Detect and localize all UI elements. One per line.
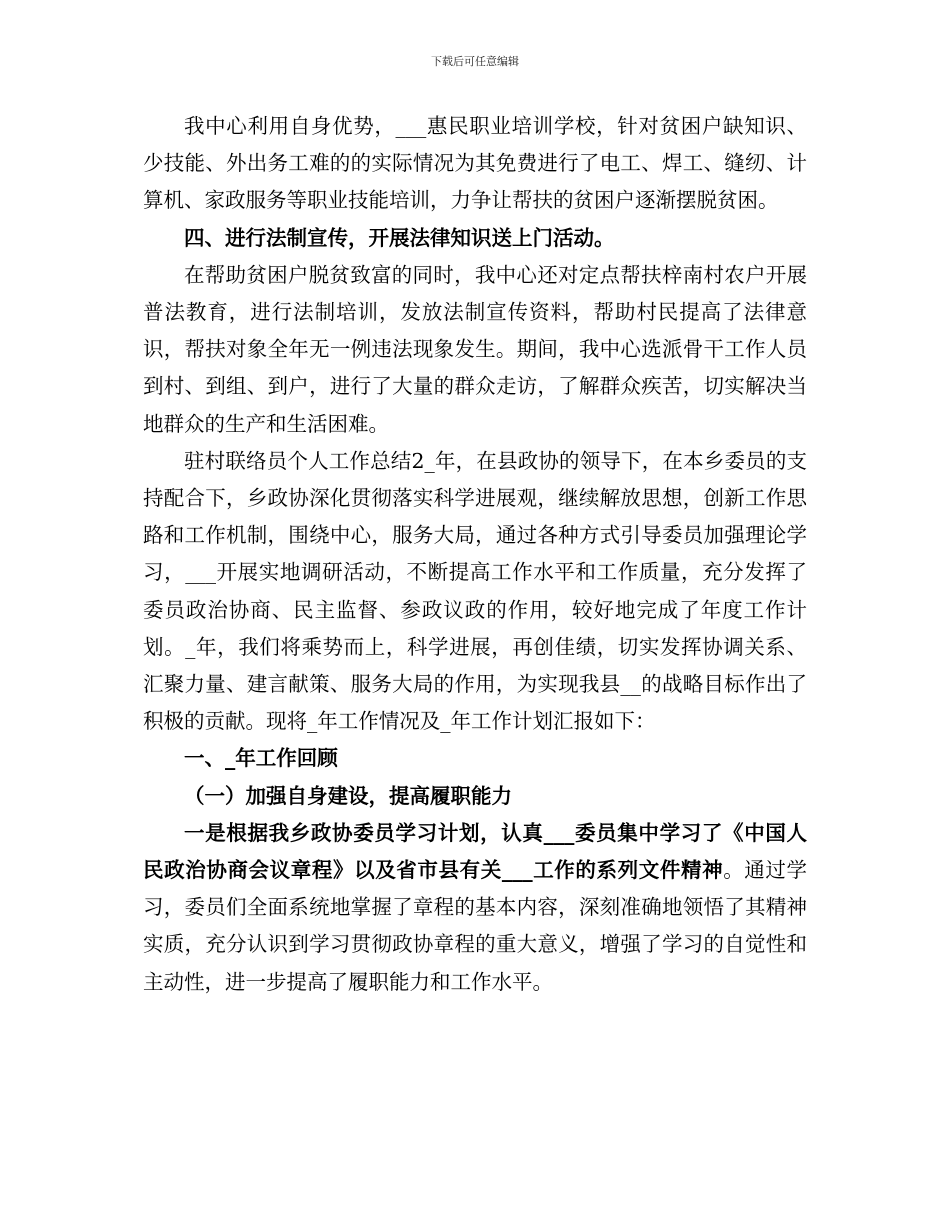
paragraph-summary-intro: 驻村联络员个人工作总结2_年，在县政协的领导下，在本乡委员的支持配合下，乡政协深化贯彻落实科学进展观，继续解放思想，创新工作思路和工作机制，围绕中心，服务大局，通过各种方式引导委员加强理论学习，___开展实地调研活动，不断提高工作水平和工作质量，充分发挥了委员政治协商、民主监督、参政议政的作用，较好地完成了年度工作计划。_年，我们将乘势而上，科学进展，再创佳绩，切实发挥协调关系、汇聚力量、建言献策、服务大局的作用，为实现我县__的战略目标作出了积极的贡献。现将_年工作情况及_年工作计划汇报如下： bbox=[143, 448, 807, 734]
subsection-heading-self-building: （一）加强自身建设，提高履职能力 bbox=[184, 783, 512, 808]
study-plan-rest: 。通过学习，委员们全面系统地掌握了章程的基本内容，深刻准确地领悟了其精神实质，充分认识到学习贯彻政协章程的重大意义，增强了学习的自觉性和主动性，进一步提高了履职能力和工作水平。 bbox=[143, 858, 808, 994]
section-heading-review: 一、_年工作回顾 bbox=[184, 746, 338, 771]
paragraph-training: 我中心利用自身优势，___惠民职业培训学校，针对贫困户缺知识、少技能、外出务工难的的实际情况为其免费进行了电工、焊工、缝纫、计算机、家政服务等职业技能培训，力争让帮扶的贫困户逐渐摆脱贫困。 bbox=[143, 114, 807, 213]
paragraph-study-plan bbox=[143, 815, 807, 1001]
paragraph-legal-education: 在帮助贫困户脱贫致富的同时，我中心还对定点帮扶梓南村农户开展普法教育，进行法制培训，发放法制宣传资料，帮助村民提高了法律意识，帮扶对象全年无一例违法现象发生。期间，我中心选派骨干工作人员到村、到组、到户，进行了大量的群众走访，了解群众疾苦，切实解决当地群众的生产和生活困难。 bbox=[143, 262, 807, 436]
study-plan-lead: 一是根据我乡政协委员学习计划，认真___委员集中学习了《中国人民政治协商会议章程》以及省市县有关___工作的系列文件精神 bbox=[143, 820, 807, 883]
section-heading-legal: 四、进行法制宣传，开展法律知识送上门活动。 bbox=[184, 225, 615, 250]
page-header: 下载后可任意编辑 bbox=[431, 55, 519, 68]
document-body bbox=[143, 108, 807, 1001]
